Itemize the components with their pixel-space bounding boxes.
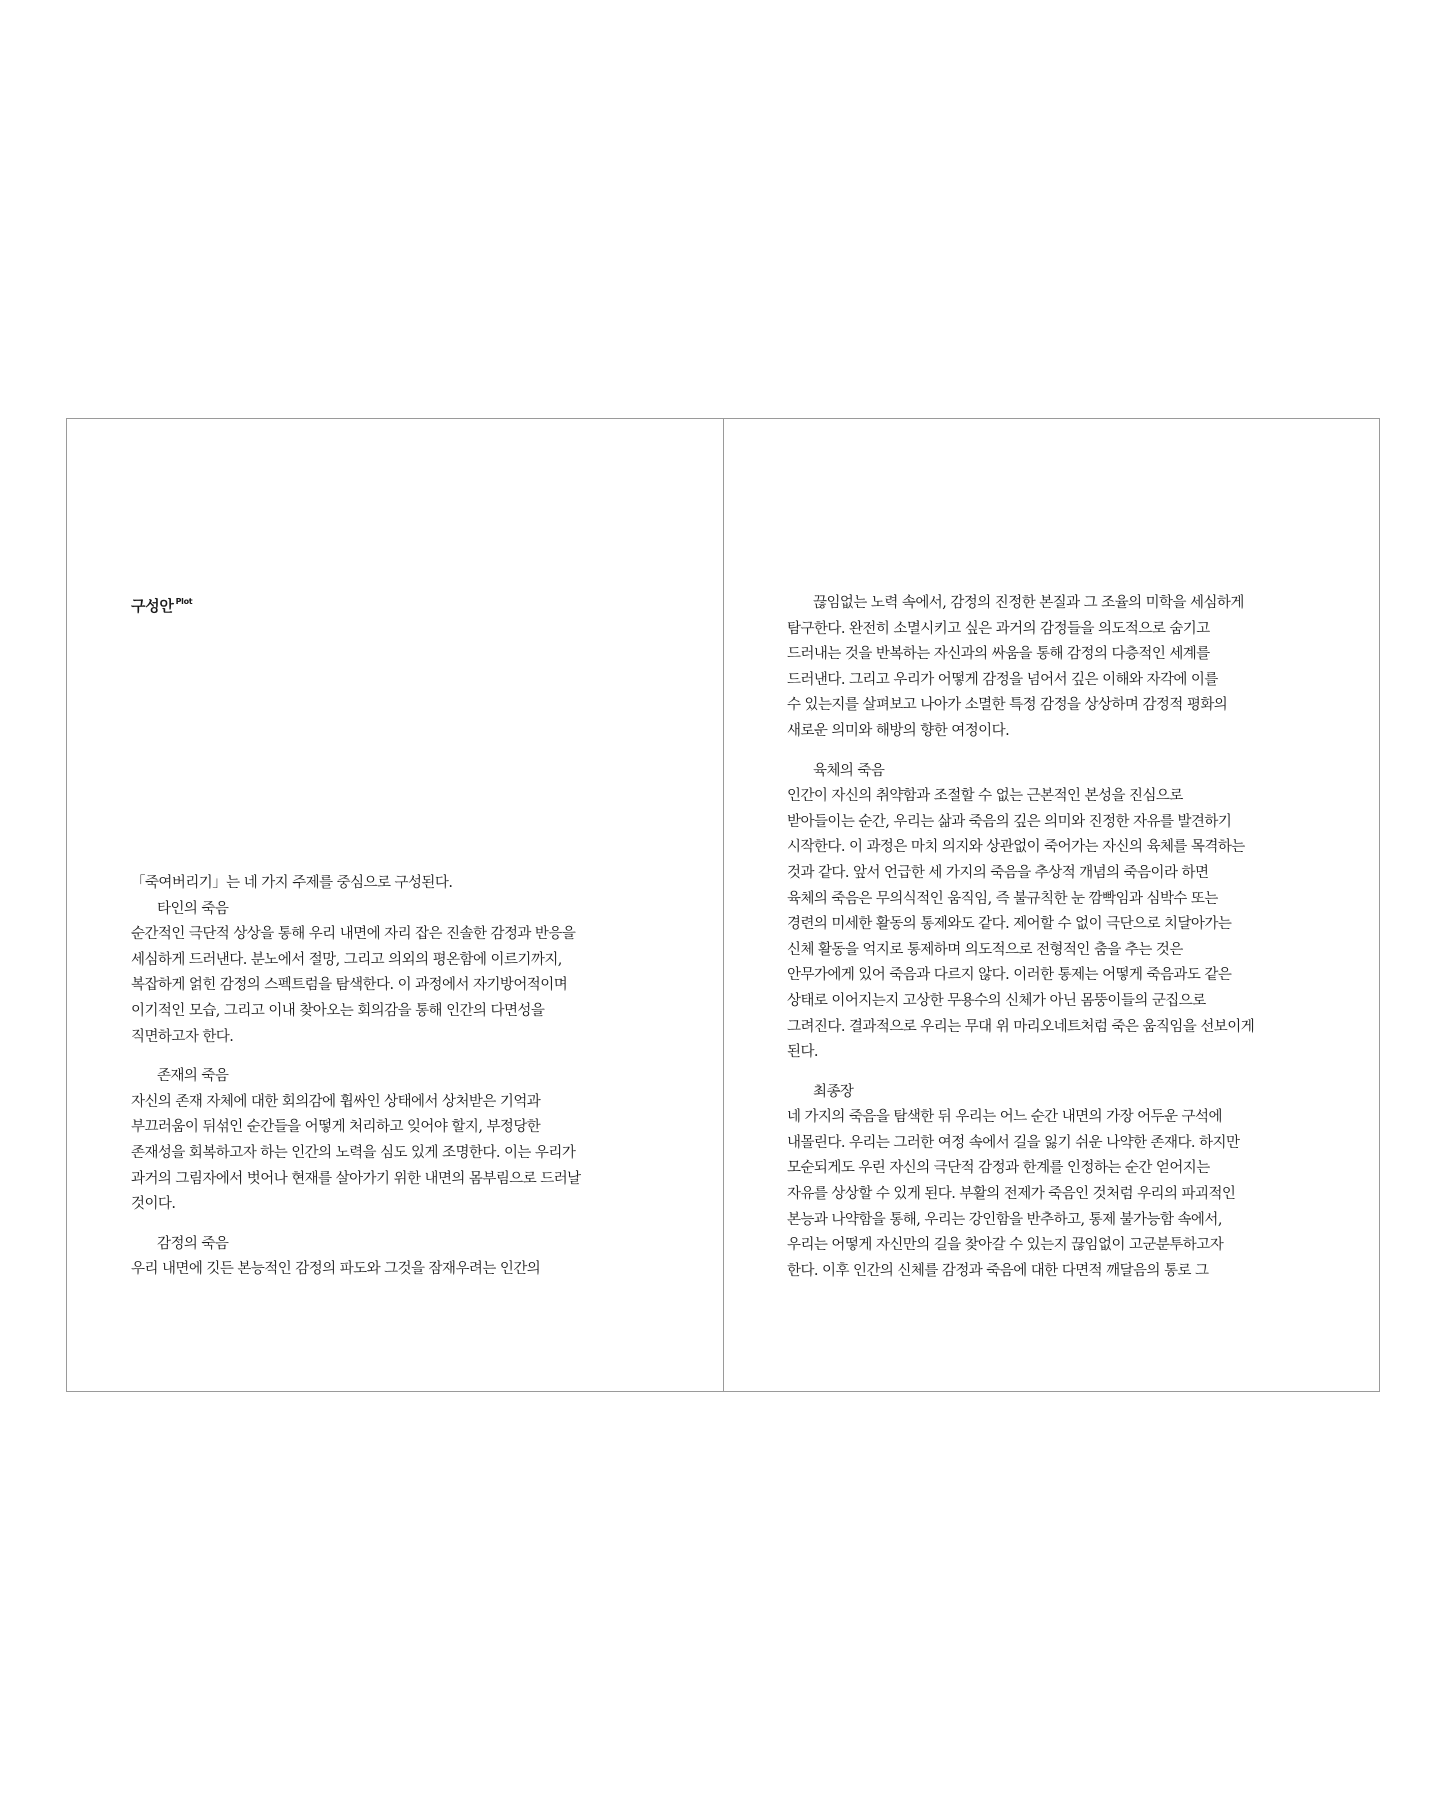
paragraph-line: 이기적인 모습, 그리고 이내 찾아오는 회의감을 통해 인간의 다면성을 xyxy=(131,1002,545,1019)
right-page xyxy=(724,419,1379,1391)
section-heading-final-chapter: 최종장 xyxy=(813,1083,854,1100)
paragraph-line: 드러낸다. 그리고 우리가 어떻게 감정을 넘어서 깊은 이해와 자각에 이를 xyxy=(787,671,1218,688)
paragraph-line: 모순되게도 우린 자신의 극단적 감정과 한계를 인정하는 순간 얻어지는 xyxy=(787,1160,1210,1177)
paragraph-line: 직면하고자 한다. xyxy=(131,1028,234,1045)
paragraph-line: 경련의 미세한 활동의 통제와도 같다. 제어할 수 없이 극단으로 치달아가는 xyxy=(787,916,1232,933)
page-title xyxy=(131,595,192,616)
paragraph-line: 시작한다. 이 과정은 마치 의지와 상관없이 죽어가는 자신의 육체를 목격하는 xyxy=(787,839,1245,856)
paragraph-line: 본능과 나약함을 통해, 우리는 강인함을 반추하고, 통제 불가능함 속에서, xyxy=(787,1211,1222,1228)
paragraph-line: 인간이 자신의 취약함과 조절할 수 없는 근본적인 본성을 진심으로 xyxy=(787,788,1183,805)
left-body-text xyxy=(131,871,581,1283)
section-heading-other-death: 타인의 죽음 xyxy=(157,900,229,917)
paragraph-line: 부끄러움이 뒤섞인 순간들을 어떻게 처리하고 잊어야 할지, 부정당한 xyxy=(131,1119,541,1136)
page-title-superscript: Plot xyxy=(175,597,193,606)
paragraph-line: 것과 같다. 앞서 언급한 세 가지의 죽음을 추상적 개념의 죽음이라 하면 xyxy=(787,864,1209,881)
paragraph-line: 것이다. xyxy=(131,1196,176,1213)
paragraph-line: 육체의 죽음은 무의식적인 움직임, 즉 불규칙한 눈 깜빡임과 심박수 또는 xyxy=(787,890,1218,907)
section-heading-emotion-death: 감정의 죽음 xyxy=(157,1235,229,1252)
paragraph-gap xyxy=(787,745,1254,759)
paragraph-gap xyxy=(131,1050,581,1064)
paragraph-line: 자신의 존재 자체에 대한 회의감에 휩싸인 상태에서 상처받은 기억과 xyxy=(131,1093,541,1110)
paragraph-line: 받아들이는 순간, 우리는 삶과 죽음의 깊은 의미와 진정한 자유를 발견하기 xyxy=(787,813,1232,830)
paragraph-line: 상태로 이어지는지 고상한 무용수의 신체가 아닌 몸뚱이들의 군집으로 xyxy=(787,992,1206,1009)
book-spread xyxy=(66,418,1380,1392)
paragraph-line: 한다. 이후 인간의 신체를 감정과 죽음에 대한 다면적 깨달음의 통로 그 xyxy=(787,1262,1209,1279)
left-page xyxy=(67,419,724,1391)
paragraph-line: 존재성을 회복하고자 하는 인간의 노력을 심도 있게 조명한다. 이는 우리가 xyxy=(131,1144,576,1161)
intro-line: 「죽여버리기」는 네 가지 주제를 중심으로 구성된다. xyxy=(131,875,453,891)
section-heading-existence-death: 존재의 죽음 xyxy=(157,1068,229,1085)
paragraph-line: 된다. xyxy=(787,1044,818,1061)
paragraph-line: 네 가지의 죽음을 탐색한 뒤 우리는 어느 순간 내면의 가장 어두운 구석에 xyxy=(787,1109,1222,1126)
paragraph-line: 과거의 그림자에서 벗어나 현재를 살아가기 위한 내면의 몸부림으로 드러날 xyxy=(131,1170,581,1187)
paragraph-line: 안무가에게 있어 죽음과 다르지 않다. 이러한 통제는 어떻게 죽음과도 같은 xyxy=(787,967,1232,984)
paragraph-gap xyxy=(131,1218,581,1232)
paragraph-line: 수 있는지를 살펴보고 나아가 소멸한 특정 감정을 상상하며 감정적 평화의 xyxy=(787,697,1228,714)
paragraph-line: 내몰린다. 우리는 그러한 여정 속에서 길을 잃기 쉬운 나약한 존재다. 하지만 xyxy=(787,1134,1240,1151)
paragraph-line: 새로운 의미와 해방의 향한 여정이다. xyxy=(787,722,1010,739)
paragraph-line: 그려진다. 결과적으로 우리는 무대 위 마리오네트처럼 죽은 움직임을 선보이게 xyxy=(787,1018,1255,1035)
paragraph-line: 탐구한다. 완전히 소멸시키고 싶은 과거의 감정들을 의도적으로 숨기고 xyxy=(787,620,1210,637)
section-heading-body-death: 육체의 죽음 xyxy=(813,762,885,779)
paragraph-line: 자유를 상상할 수 있게 된다. 부활의 전제가 죽음인 것처럼 우리의 파괴적인 xyxy=(787,1186,1236,1203)
paragraph-line: 순간적인 극단적 상상을 통해 우리 내면에 자리 잡은 진솔한 감정과 반응을 xyxy=(131,926,576,943)
paragraph-line: 복잡하게 얽힌 감정의 스펙트럼을 탐색한다. 이 과정에서 자기방어적이며 xyxy=(131,977,568,994)
paragraph-gap xyxy=(787,1066,1254,1080)
paragraph-line: 드러내는 것을 반복하는 자신과의 싸움을 통해 감정의 다층적인 세계를 xyxy=(787,646,1210,663)
paragraph-line: 세심하게 드러낸다. 분노에서 절망, 그리고 의외의 평온함에 이르기까지, xyxy=(131,951,562,968)
paragraph-line: 신체 활동을 억지로 통제하며 의도적으로 전형적인 춤을 추는 것은 xyxy=(787,941,1183,958)
paragraph-line: 우리 내면에 깃든 본능적인 감정의 파도와 그것을 잠재우려는 인간의 xyxy=(131,1261,541,1278)
right-body-text xyxy=(787,591,1254,1284)
paragraph-line: 우리는 어떻게 자신만의 길을 찾아갈 수 있는지 끊임없이 고군분투하고자 xyxy=(787,1237,1224,1254)
page-title-text: 구성안 xyxy=(131,597,174,615)
paragraph-line: 끊임없는 노력 속에서, 감정의 진정한 본질과 그 조율의 미학을 세심하게 xyxy=(813,595,1244,611)
